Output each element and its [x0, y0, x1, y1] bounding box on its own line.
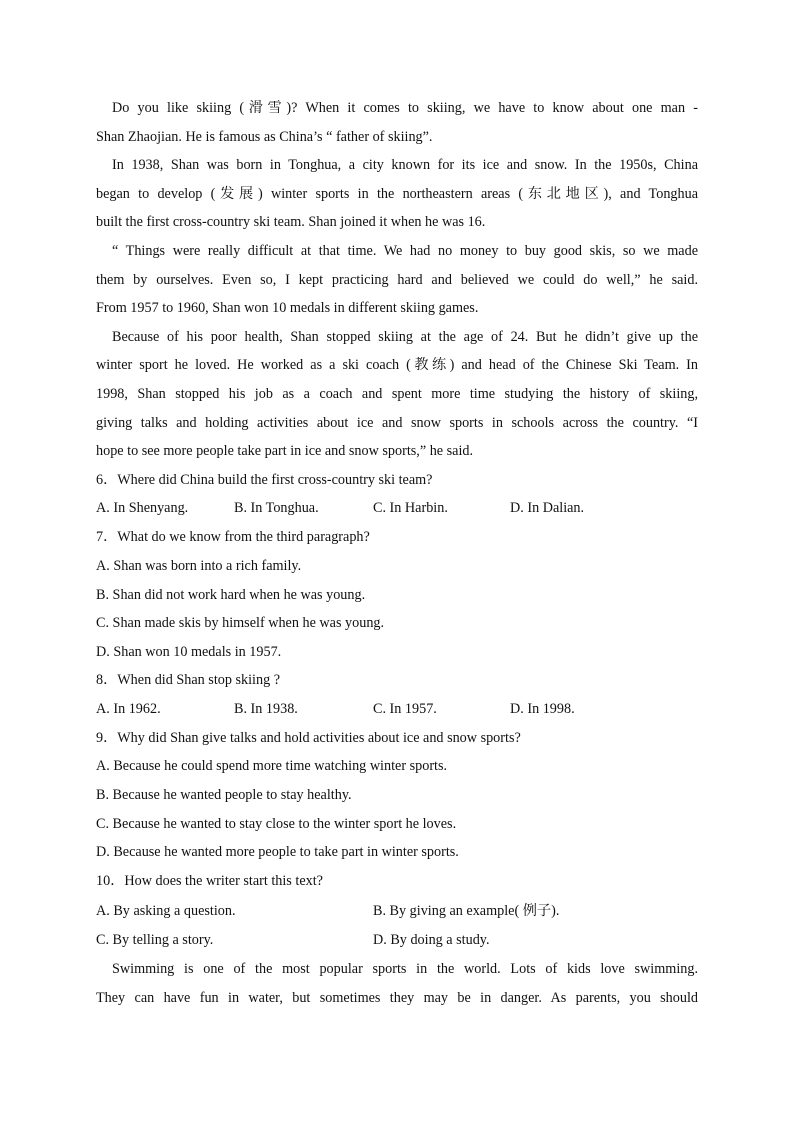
option-d: D. In Dalian.	[510, 500, 585, 517]
option-b: B. Because he wanted people to stay healthy.	[96, 787, 352, 804]
paragraph-line: From 1957 to 1960, Shan won 10 medals in different skiing games.	[96, 300, 479, 317]
question-8	[96, 666, 698, 724]
option-c: C. In Harbin.	[373, 500, 448, 517]
option-row	[96, 695, 698, 724]
paragraph-line: Swimming is one of the most popular sports in the world. Lots of kids love swimming.	[112, 961, 698, 978]
option-row	[96, 925, 698, 955]
option-a: A. In Shenyang.	[96, 500, 189, 517]
option-b: B. In 1938.	[234, 700, 298, 717]
question-6	[96, 466, 698, 524]
option-d: D. In 1998.	[510, 700, 575, 717]
question-stem: 9．Why did Shan give talks and hold activities about ice and snow sports?	[96, 729, 521, 746]
passage-skiing	[96, 94, 698, 466]
paragraph-line: Do you like skiing (滑雪)? When it comes to skiing, we have to know about one man -	[112, 100, 698, 116]
option-b: B. Shan did not work hard when he was young.	[96, 586, 366, 603]
option-row	[96, 494, 698, 523]
question-10	[96, 867, 698, 956]
option-a: A. In 1962.	[96, 700, 161, 717]
question-stem: 8．When did Shan stop skiing ?	[96, 672, 281, 689]
option-c: C. Shan made skis by himself when he was young.	[96, 615, 385, 632]
option-b: B. By giving an example( 例子).	[373, 903, 560, 920]
paragraph-line: began to develop (发展) winter sports in the northeastern areas (东北地区), and Tonghua	[96, 185, 698, 202]
option-c: C. Because he wanted to stay close to the winter sport he loves.	[96, 815, 457, 832]
paragraph-line: “ Things were really difficult at that time. We had no money to buy good skis, so we made	[112, 242, 698, 259]
paragraph-line: In 1938, Shan was born in Tonghua, a city known for its ice and snow. In the 1950s, China	[112, 157, 698, 174]
option-c: C. In 1957.	[373, 700, 437, 717]
question-stem: 7．What do we know from the third paragraph?	[96, 529, 370, 546]
paragraph-line: hope to see more people take part in ice and snow sports,” he said.	[96, 443, 474, 460]
paragraph-line: giving talks and holding activities about ice and snow sports in schools across the country. “I	[96, 414, 698, 431]
paragraph-line: winter sport he loved. He worked as a ski coach (教练) and head of the Chinese Ski Team. In	[96, 357, 698, 374]
option-a: A. Shan was born into a rich family.	[96, 557, 302, 574]
option-a: A. By asking a question.	[96, 903, 236, 920]
document-page	[96, 94, 698, 1013]
question-stem: 10．How does the writer start this text?	[96, 872, 323, 889]
paragraph-line: them by ourselves. Even so, I kept practicing hard and believed we could do well,” he said.	[96, 271, 698, 288]
paragraph-line: Because of his poor health, Shan stopped skiing at the age of 24. But he didn’t give up the	[112, 328, 698, 345]
paragraph-line: 1998, Shan stopped his job as a coach and spent more time studying the history of skiing,	[96, 385, 698, 402]
question-stem: 6．Where did China build the first cross-country ski team?	[96, 471, 433, 488]
option-c: C. By telling a story.	[96, 932, 214, 949]
paragraph-line: built the first cross-country ski team. Shan joined it when he was 16.	[96, 214, 486, 231]
option-d: D. By doing a study.	[373, 932, 490, 949]
paragraph-line: Shan Zhaojian. He is famous as China’s “ father of skiing”.	[96, 128, 433, 145]
option-row	[96, 895, 698, 925]
option-d: D. Because he wanted more people to take part in winter sports.	[96, 844, 459, 861]
question-7	[96, 523, 698, 666]
option-d: D. Shan won 10 medals in 1957.	[96, 643, 282, 660]
option-b: B. In Tonghua.	[234, 500, 319, 517]
option-a: A. Because he could spend more time watching winter sports.	[96, 758, 448, 775]
question-9	[96, 724, 698, 867]
passage-swimming	[96, 955, 698, 1012]
paragraph-line: They can have fun in water, but sometimes they may be in danger. As parents, you should	[96, 990, 698, 1007]
